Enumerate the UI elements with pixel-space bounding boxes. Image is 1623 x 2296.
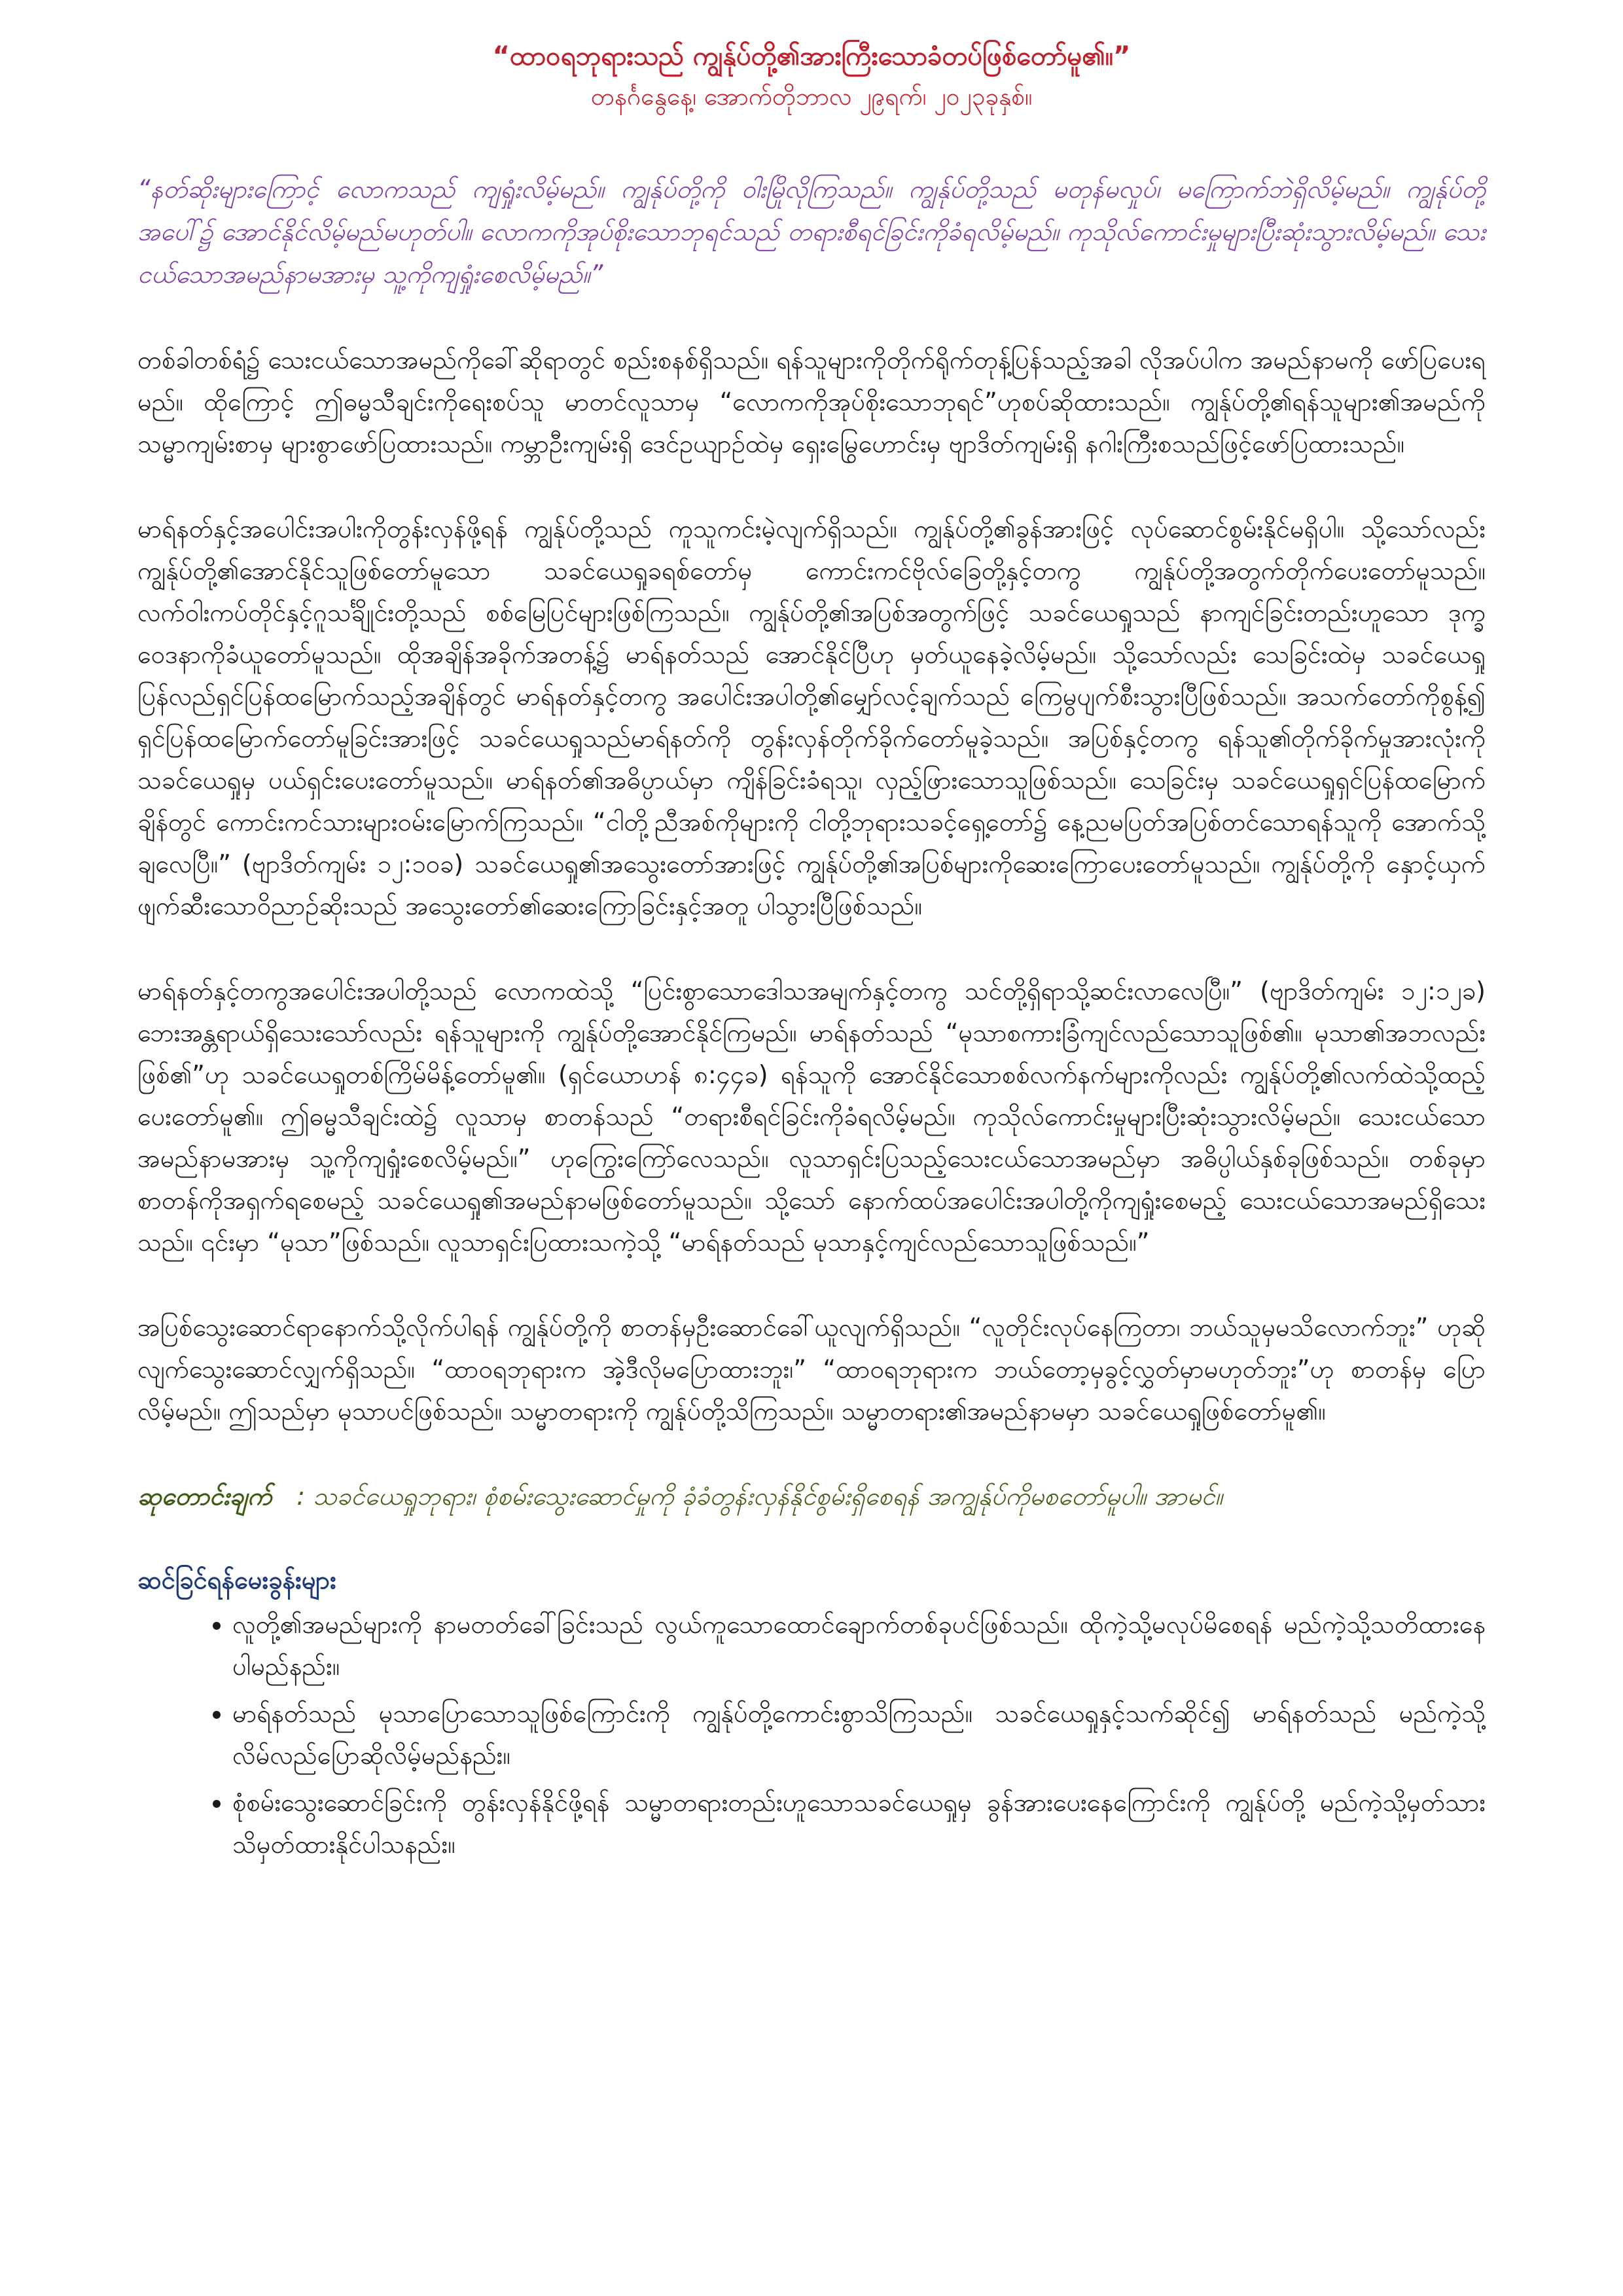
question-item: • စုံစမ်းသွေးဆောင်ခြင်းကို တွန်းလှန်နိုင်ဖို့ရန် သမ္မာတရားတည်းဟူသောသခင်ယေရှုမှ ခွန်အားပေးနေကြောင်းကို ကျွန်ုပ်တို့ မည်ကဲ့သို့မှတ်သား သိမှတ်ထားနိုင်ပါသနည်း။ xyxy=(232,1782,1486,1865)
prayer-text: : သခင်ယေရှုဘုရား၊ စုံစမ်းသွေးဆောင်မှုကို ခုံခံတွန်းလှန်နိုင်စွမ်းရှိစေရန် အကျွန်ုပ်ကိုမစတော်မူပါ။ အာမင်။ xyxy=(296,1482,1223,1511)
questions-list xyxy=(137,1604,1486,1865)
question-item: • မာရ်နတ်သည် မုသာပြောသောသူဖြစ်ကြောင်းကို ကျွန်ုပ်တို့ကောင်းစွာသိကြသည်။ သခင်ယေရှုနှင့်သက်ဆိုင်၍ မာရ်နတ်သည် မည်ကဲ့သို့လိမ်လည်ပြောဆိုလိမ့်မည်နည်း။ xyxy=(232,1693,1486,1776)
hymn-quote: “နတ်ဆိုးများကြောင့် လောကသည် ကျရှုံးလိမ့်မည်။ ကျွန်ုပ်တို့ကို ဝါးမြိုလိုကြသည်။ ကျွန်ုပ်တို့သည် မတုန်မလှုပ်၊ မကြောက်ဘဲရှိလိမ့်မည်။ ကျွန်ုပ်တို့အပေါ်၌ အောင်နိုင်လိမ့်မည်မဟုတ်ပါ။ လောကကိုအုပ်စိုးသောဘုရင်သည် တရားစီရင်ခြင်းကိုခံရလိမ့်မည်။ ကုသိုလ်ကောင်းမှုများပြီးဆုံးသွားလိမ့်မည်။ သေးငယ်သောအမည်နာမအားမှ သူ့ကိုကျရှုံးစေလိမ့်မည်။” xyxy=(137,175,1486,289)
questions-title: ဆင်ခြင်ရန်မေးခွန်းများ xyxy=(137,1566,336,1594)
page-date: တနင်္ဂနွေနေ့၊ အောက်တိုဘာလ ၂၉ရက်၊ ၂၀၂၃ခုနှစ်။ xyxy=(590,82,1033,111)
prayer-label: ဆုတောင်းချက် xyxy=(137,1482,272,1511)
prayer xyxy=(137,1475,1486,1517)
body-paragraph-2: မာရ်နတ်နှင့်အပေါင်းအပါးကိုတွန်းလှန်ဖို့ရန် ကျွန်ုပ်တို့သည် ကူသူကင်းမဲ့လျက်ရှိသည်။ ကျွန်ုပ်တို့၏ခွန်အားဖြင့် လုပ်ဆောင်စွမ်းနိုင်မရှိပါ။ သို့သော်လည်း ကျွန်ုပ်တို့၏အောင်နိုင်သူဖြစ်တော်မူသော သခင်ယေရှုခရစ်တော်မှ ကောင်းကင်ဗိုလ်ခြေတို့နှင့်တကွ ကျွန်ုပ်တို့အတွက်တိုက်ပေးတော်မူသည်။ လက်ဝါးကပ်တိုင်နှင့်ဂူသင်္ချိုင်းတို့သည် စစ်မြေပြင်များဖြစ်ကြသည်။ ကျွန်ုပ်တို့၏အပြစ်အတွက်ဖြင့် သခင်ယေရှုသည် နာကျင်ခြင်းတည်းဟူသော ဒုက္ခဝေဒနာကိုခံယူတော်မူသည်။ ထိုအချိန်အခိုက်အတန့်၌ မာရ်နတ်သည် အောင်နိုင်ပြီဟု မှတ်ယူနေခဲ့လိမ့်မည်။ သို့သော်လည်း သေခြင်းထဲမှ သခင်ယေရှုပြန်လည်ရှင်ပြန်ထမြောက်သည့်အချိန်တွင် မာရ်နတ်နှင့်တကွ အပေါင်းအပါတို့၏မျှော်လင့်ချက်သည် ကြေမွပျက်စီးသွားပြီဖြစ်သည်။ အသက်တော်ကိုစွန့်၍ ရှင်ပြန်ထမြောက်တော်မူခြင်းအားဖြင့် သခင်ယေရှုသည်မာရ်နတ်ကို တွန်းလှန်တိုက်ခိုက်တော်မူခဲ့သည်။ အပြစ်နှင့်တကွ ရန်သူ၏တိုက်ခိုက်မှုအားလုံးကို သခင်ယေရှုမှ ပယ်ရှင်းပေးတော်မူသည်။ မာရ်နတ်၏အဓိပ္ပာယ်မှာ ကျိန်ခြင်းခံရသူ၊ လှည့်ဖြားသောသူဖြစ်သည်။ သေခြင်းမှ သခင်ယေရှုရှင်ပြန်ထမြောက်ချိန်တွင် ကောင်းကင်သားများဝမ်းမြောက်ကြသည်။ “ငါတို့ညီအစ်ကိုများကို ငါတို့ဘုရားသခင့်ရှေ့တော်၌ နေ့ညမပြတ်အပြစ်တင်သောရန်သူကို အောက်သို့ချလေပြီ။” (ဗျာဒိတ်ကျမ်း ၁၂:၁၀ခ) သခင်ယေရှု၏အသွေးတော်အားဖြင့် ကျွန်ုပ်တို့၏အပြစ်များကိုဆေးကြောပေးတော်မူသည်။ ကျွန်ုပ်တို့ကို နှောင့်ယှက်ဖျက်ဆီးသောဝိညာဉ်ဆိုးသည် အသွေးတော်၏ဆေးကြောခြင်းနှင့်အတူ ပါသွားပြီဖြစ်သည်။ xyxy=(137,514,1486,920)
body-paragraph-4: အပြစ်သွေးဆောင်ရာနောက်သို့လိုက်ပါရန် ကျွန်ုပ်တို့ကို စာတန်မှဦးဆောင်ခေါ်ယူလျက်ရှိသည်။ “လူတိုင်းလုပ်နေကြတာ၊ ဘယ်သူမှမသိလောက်ဘူး” ဟုဆိုလျက်သွေးဆောင်လျှက်ရှိသည်။ “ထာဝရဘုရားက အဲ့ဒီလိုမပြောထားဘူး၊” “ထာဝရဘုရားက ဘယ်တော့မှခွင့်လွှတ်မှာမဟုတ်ဘူး”ဟု စာတန်မှ ပြောလိမ့်မည်။ ဤသည်မှာ မုသာပင်ဖြစ်သည်။ သမ္မာတရားကို ကျွန်ုပ်တို့သိကြသည်။ သမ္မာတရား၏အမည်နာမမှာ သခင်ယေရှုဖြစ်တော်မူ၏။ xyxy=(137,1313,1486,1426)
question-item: • လူတို့၏အမည်များကို နာမတတ်ခေါ်ခြင်းသည် လွယ်ကူသောထောင်ချောက်တစ်ခုပင်ဖြစ်သည်။ ထိုကဲ့သို့မလုပ်မိစေရန် မည်ကဲ့သို့သတိထားနေပါမည်နည်း။ xyxy=(232,1604,1486,1687)
page-title: “ထာဝရဘုရားသည် ကျွန်ုပ်တို့၏အားကြီးသောခံတပ်ဖြစ်တော်မူ၏။” xyxy=(492,41,1131,71)
body-paragraph-3: မာရ်နတ်နှင့်တကွအပေါင်းအပါတို့သည် လောကထဲသို့ “ပြင်းစွာသောဒေါသအမျက်နှင့်တကွ သင်တို့ရှိရာသို့ဆင်းလာလေပြီ။” (ဗျာဒိတ်ကျမ်း ၁၂:၁၂ခ) ဘေးအန္တရာယ်ရှိသေးသော်လည်း ရန်သူများကို ကျွန်ုပ်တို့အောင်နိုင်ကြမည်။ မာရ်နတ်သည် “မုသာစကားခြံကျင်လည်သောသူဖြစ်၏။ မုသာ၏အဘလည်းဖြစ်၏”ဟု သခင်ယေရှုတစ်ကြိမ်မိန့်တော်မူ၏။ (ရှင်ယောဟန် ၈:၄၄ခ) ရန်သူကို အောင်နိုင်သောစစ်လက်နက်များကိုလည်း ကျွန်ုပ်တို့၏လက်ထဲသို့ထည့်ပေးတော်မူ၏။ ဤဓမ္မသီချင်းထဲ၌ လူသာမှ စာတန်သည် “တရားစီရင်ခြင်းကိုခံရလိမ့်မည်။ ကုသိုလ်ကောင်းမှုများပြီးဆုံးသွားလိမ့်မည်။ သေးငယ်သောအမည်နာမအားမှ သူ့ကိုကျရှုံးစေလိမ့်မည်။” ဟုကြွေးကြော်လေသည်။ လူသာရှင်းပြသည့်သေးငယ်သောအမည်မှာ အဓိပ္ပါယ်နှစ်ခုဖြစ်သည်။ တစ်ခုမှာ စာတန်ကိုအရှက်ရစေမည့် သခင်ယေရှု၏အမည်နာမဖြစ်တော်မူသည်။ သို့သော် နောက်ထပ်အပေါင်းအပါတို့ကိုကျရှုံးစေမည့် သေးငယ်သောအမည်ရှိသေးသည်။ ၎င်းမှာ “မုသာ”ဖြစ်သည်။ လူသာရှင်းပြထားသကဲ့သို့ “မာရ်နတ်သည် မုသာနှင့်ကျင်လည်သောသူဖြစ်သည်။” xyxy=(137,977,1486,1257)
body-paragraph-1: တစ်ခါတစ်ရံ၌ သေးငယ်သောအမည်ကိုခေါ်ဆိုရာတွင် စည်းစနစ်ရှိသည်။ ရန်သူများကိုတိုက်ရိုက်တုန့်ပြန်သည့်အခါ လိုအပ်ပါက အမည်နာမကို ဖော်ပြပေးရမည်။ ထိုကြောင့် ဤဓမ္မသီချင်းကိုရေးစပ်သူ မာတင်လူသာမှ “လောကကိုအုပ်စိုးသောဘုရင်”ဟုစပ်ဆိုထားသည်။ ကျွန်ုပ်တို့၏ရန်သူများ၏အမည်ကို သမ္မာကျမ်းစာမှ များစွာဖော်ပြထားသည်။ ကမ္ဘာဦးကျမ်းရှိ ဒေင်ဥယျာဉ်ထဲမှ ရှေးမြွေဟောင်းမှ ဗျာဒိတ်ကျမ်းရှိ နဂါးကြီးစသည်ဖြင့်ဖော်ပြထားသည်။ xyxy=(137,346,1486,458)
